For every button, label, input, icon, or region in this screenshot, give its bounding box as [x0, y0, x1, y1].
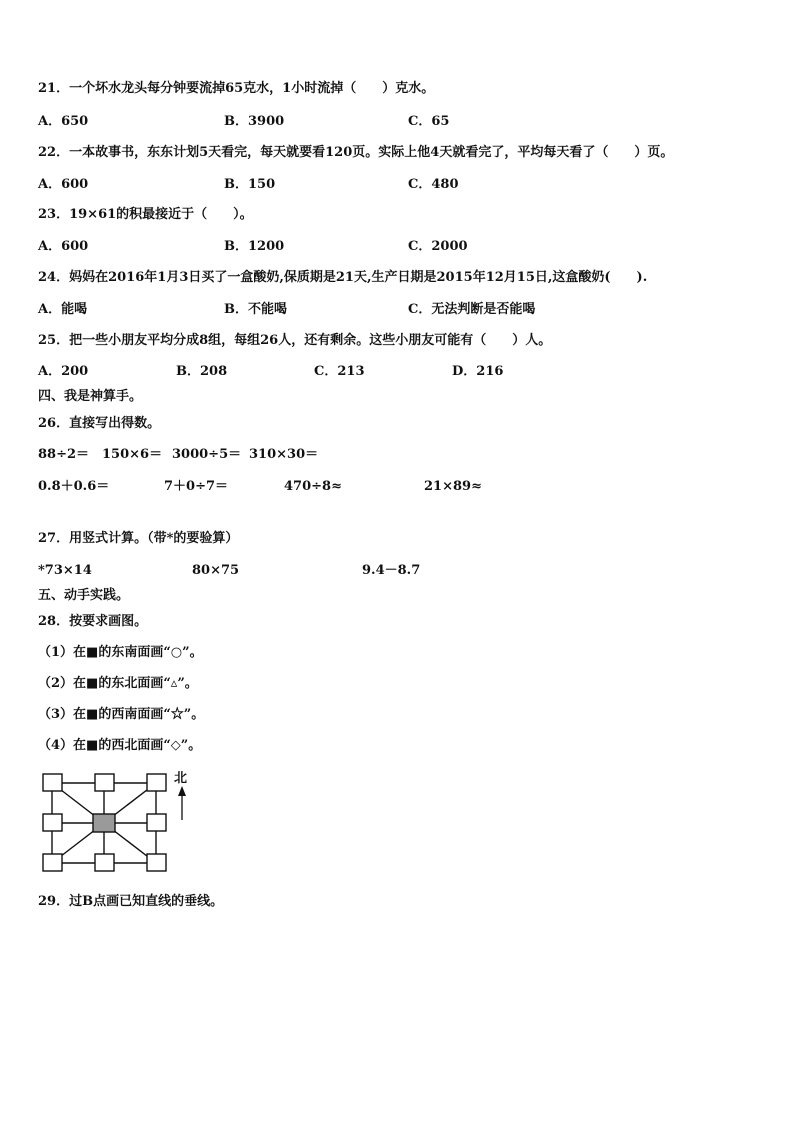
q22-option-a: A．600: [38, 177, 89, 192]
grid-center-box: [93, 814, 115, 832]
q25-option-c: C．213: [314, 364, 365, 379]
q27-item-2: 80×75: [192, 563, 240, 578]
direction-grid-diagram: [38, 768, 198, 878]
q26-calc-3: 3000÷5＝: [172, 447, 242, 462]
q26-calc-2: 150×6＝: [102, 447, 163, 462]
q26-calc-8: 21×89≈: [424, 479, 482, 494]
q22-option-c: C．480: [408, 177, 459, 192]
q25-option-d: D．216: [452, 364, 504, 379]
q26-calc-5: 0.8＋0.6＝: [38, 479, 110, 494]
q27-item-1: *73×14: [38, 563, 92, 578]
question-27-stem: 27．用竖式计算。（带*的要验算）: [38, 531, 239, 546]
grid-box-nw: [43, 774, 62, 791]
q26-calc-1: 88÷2＝: [38, 447, 90, 462]
q23-option-c: C．2000: [408, 239, 468, 254]
q21-option-c: C．65: [408, 114, 450, 129]
q22-option-b: B．150: [224, 177, 276, 192]
grid-box-sw: [43, 854, 62, 871]
grid-box-ne: [147, 774, 166, 791]
grid-box-n: [95, 774, 114, 791]
question-25-stem: 25．把一些小朋友平均分成8组，每组26人，还有剩余。这些小朋友可能有（ ）人。: [38, 333, 552, 348]
q26-calc-7: 470÷8≈: [284, 479, 342, 494]
q26-calc-4: 310×30＝: [249, 447, 319, 462]
grid-box-w: [43, 814, 62, 831]
question-23-stem: 23．19×61的积最接近于（ ）。: [38, 207, 253, 222]
q25-option-a: A．200: [38, 364, 89, 379]
q24-option-b: B．不能喝: [224, 302, 287, 317]
question-26-stem: 26．直接写出得数。: [38, 416, 161, 431]
q28-step-2: （2）在■的东北面画“▵”。: [38, 676, 198, 691]
q24-option-a: A．能喝: [38, 302, 88, 317]
grid-box-se: [147, 854, 166, 871]
question-28-stem: 28．按要求画图。: [38, 614, 148, 629]
question-22-stem: 22．一本故事书，东东计划5天看完，每天就要看120页。实际上他4天就看完了，平均每天看了（ ）页。: [38, 145, 674, 160]
q21-option-a: A．650: [38, 114, 89, 129]
q28-step-1: （1）在■的东南面画“○”。: [38, 645, 203, 660]
question-21-stem: 21．一个坏水龙头每分钟要流掉65克水，1小时流掉（ ）克水。: [38, 81, 435, 96]
section-4-title: 四、我是神算手。: [38, 389, 143, 404]
q28-step-4: （4）在■的西北面画“◇”。: [38, 738, 202, 753]
grid-box-s: [95, 854, 114, 871]
q23-option-a: A．600: [38, 239, 89, 254]
q21-option-b: B．3900: [224, 114, 285, 129]
q25-option-b: B．208: [176, 364, 228, 379]
question-24-stem: 24．妈妈在2016年1月3日买了一盒酸奶,保质期是21天,生产日期是2015年12月15日,这盒酸奶( ).: [38, 270, 648, 285]
q27-item-3: 9.4－8.7: [362, 563, 421, 578]
question-29-stem: 29．过B点画已知直线的垂线。: [38, 894, 224, 909]
q24-option-c: C．无法判断是否能喝: [408, 302, 536, 317]
q23-option-b: B．1200: [224, 239, 285, 254]
section-5-title: 五、动手实践。: [38, 588, 130, 603]
q28-step-3: （3）在■的西南面画“☆”。: [38, 707, 205, 722]
north-arrow-icon: [178, 786, 186, 820]
north-label: 北: [174, 771, 188, 786]
grid-box-e: [147, 814, 166, 831]
q26-calc-6: 7＋0÷7＝: [164, 479, 229, 494]
